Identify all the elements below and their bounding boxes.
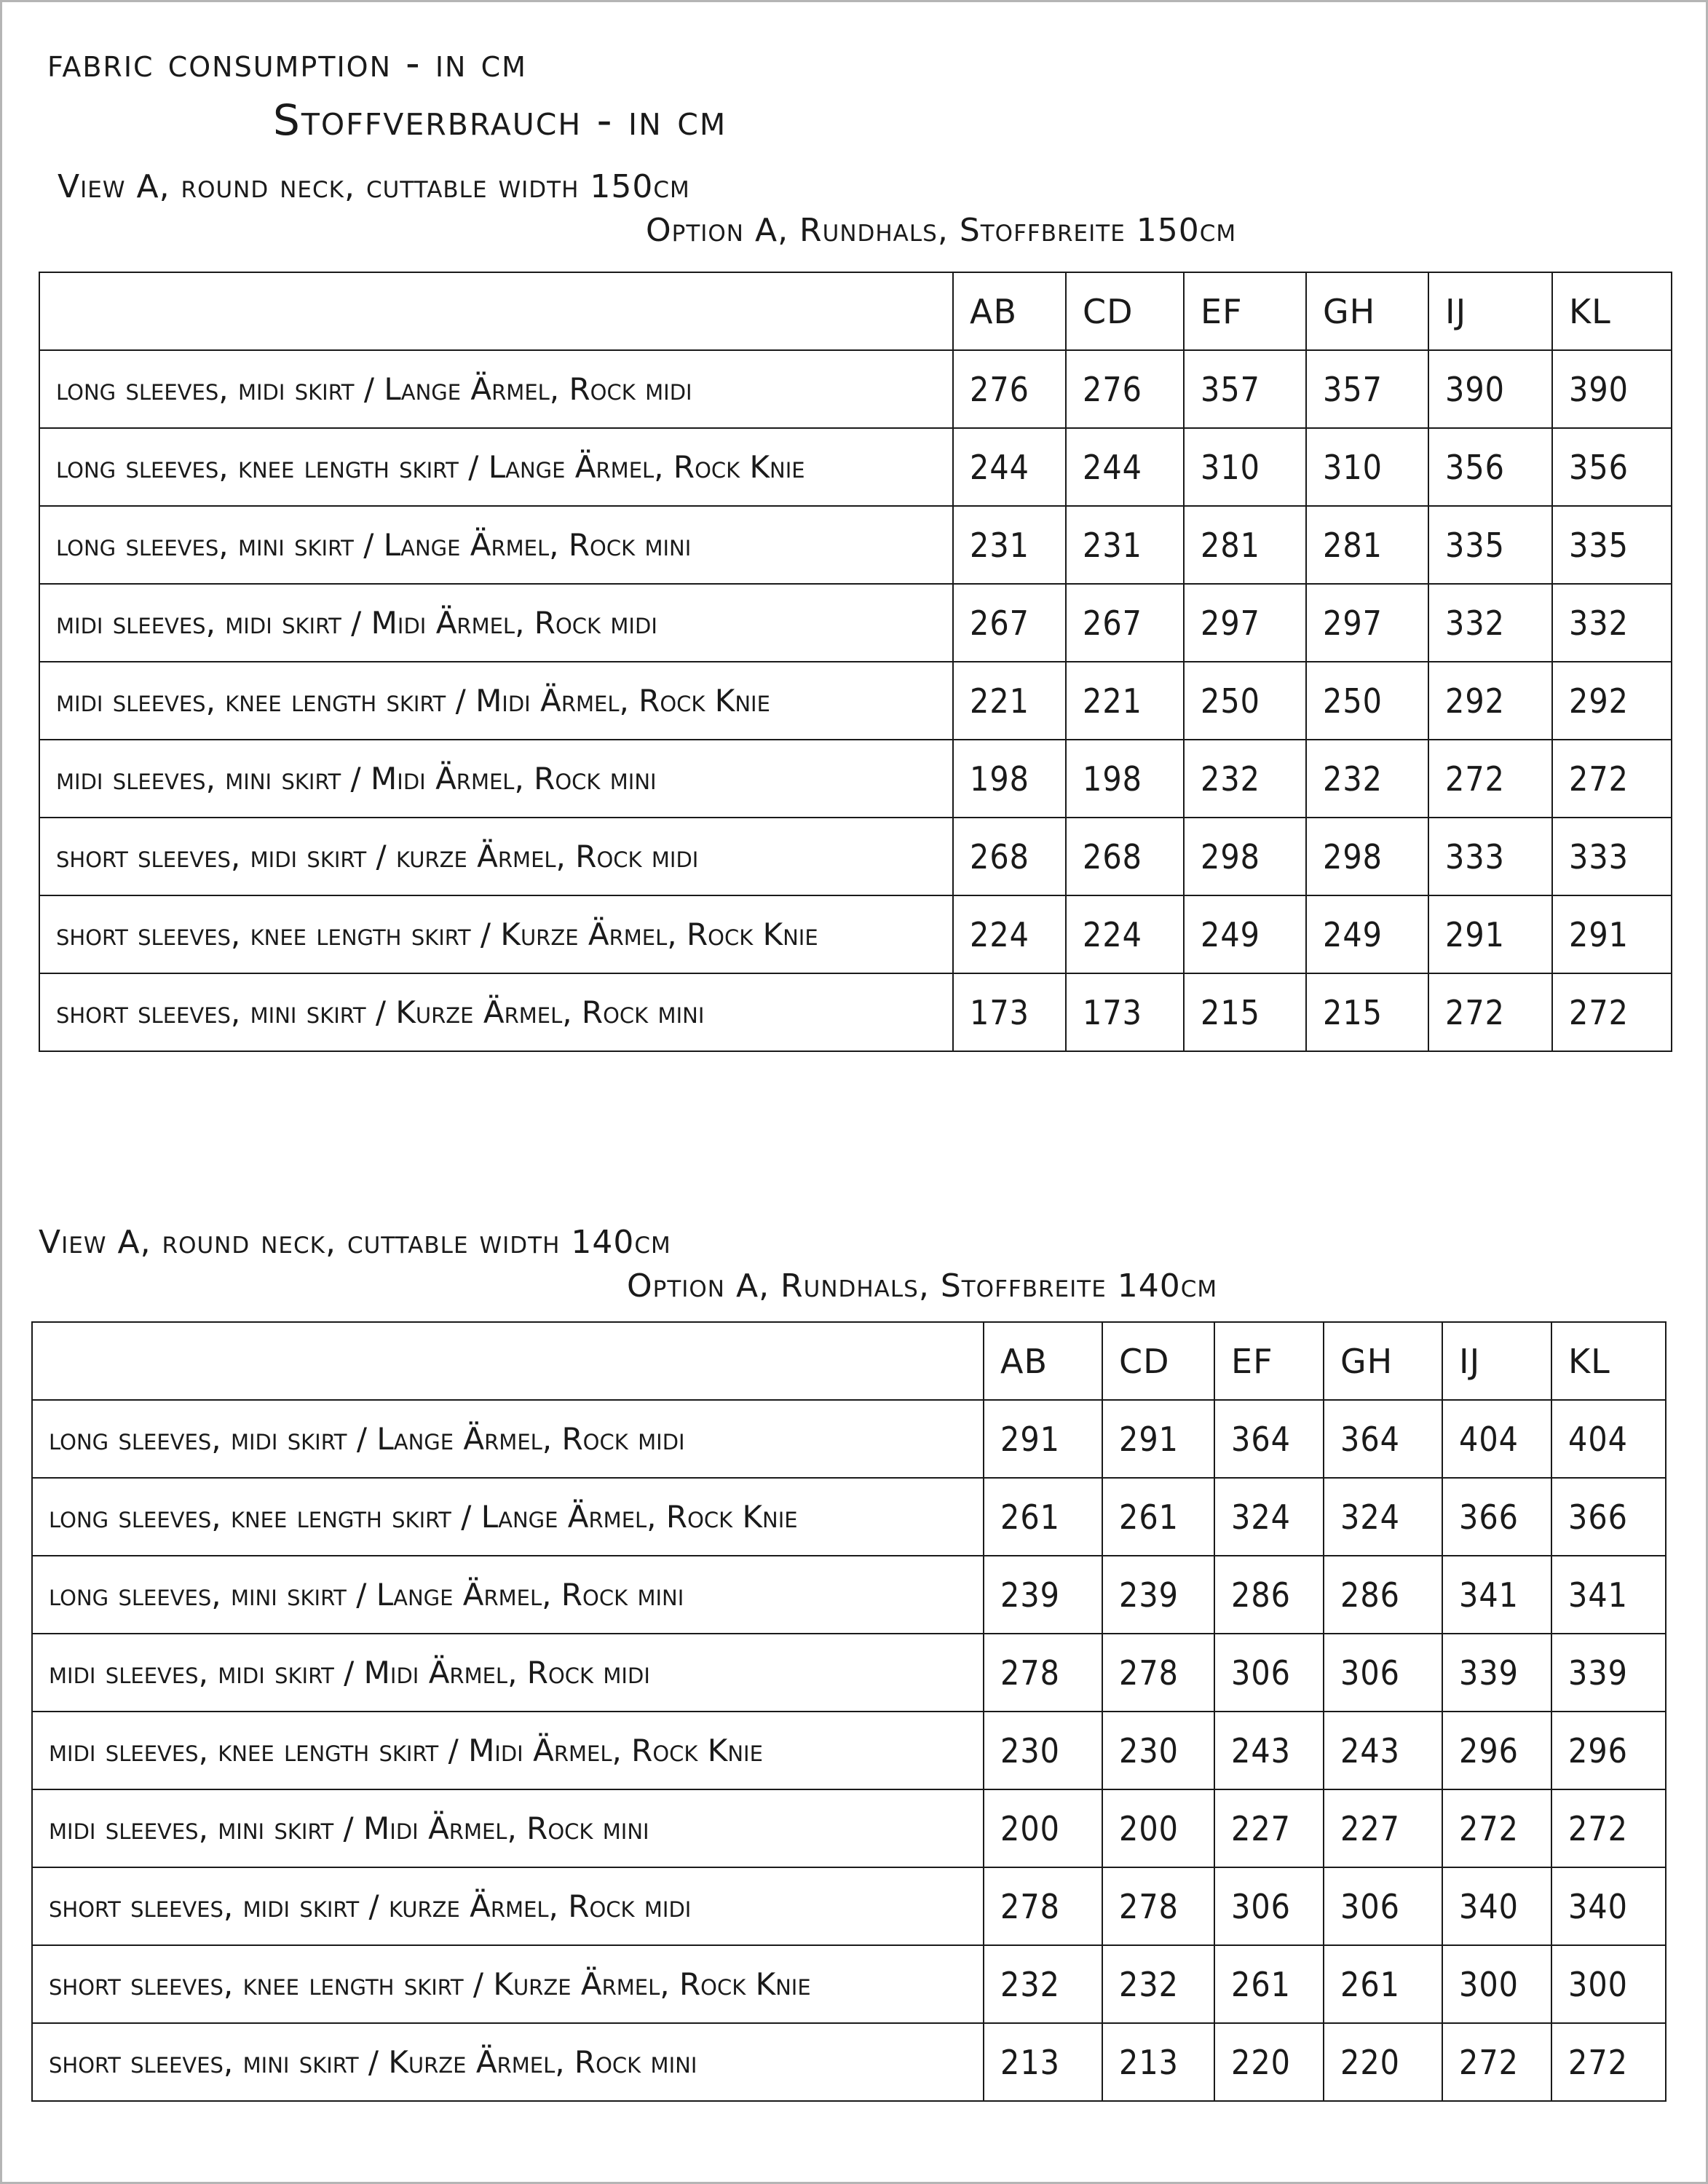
value-cell-ij: 340 — [1442, 1867, 1551, 1945]
table-row — [32, 1712, 1666, 1789]
value-cell-gh: 306 — [1324, 1634, 1442, 1712]
value-cell-cd: 198 — [1066, 740, 1184, 818]
value-cell-cd: 230 — [1102, 1712, 1214, 1789]
value-cell-gh: 250 — [1306, 662, 1428, 740]
value-cell-ab: 261 — [984, 1478, 1102, 1556]
value-cell-ij: 300 — [1442, 1945, 1551, 2023]
value-cell-ab: 200 — [984, 1789, 1102, 1867]
size-header-cd: CD — [1102, 1322, 1214, 1400]
value-cell-kl: 272 — [1552, 740, 1672, 818]
row-label: midi sleeves, knee length skirt / Midi Ärmel, Rock Knie — [32, 1712, 984, 1789]
value-cell-ef: 306 — [1214, 1867, 1324, 1945]
value-cell-kl: 339 — [1551, 1634, 1666, 1712]
value-cell-gh: 364 — [1324, 1400, 1442, 1478]
value-cell-ab: 268 — [953, 818, 1066, 895]
row-label: long sleeves, mini skirt / Lange Ärmel, Rock mini — [39, 506, 953, 584]
table-row — [32, 1556, 1666, 1634]
size-header-ij: IJ — [1442, 1322, 1551, 1400]
value-cell-ef: 298 — [1184, 818, 1306, 895]
row-label: short sleeves, midi skirt / kurze Ärmel, Rock midi — [32, 1867, 984, 1945]
table-row — [32, 1400, 1666, 1478]
table2-subtitle-german: Option A, Rundhals, Stoffbreite 140cm — [627, 1267, 1218, 1305]
value-cell-kl: 340 — [1551, 1867, 1666, 1945]
value-cell-ef: 243 — [1214, 1712, 1324, 1789]
size-header-gh: GH — [1324, 1322, 1442, 1400]
value-cell-cd: 261 — [1102, 1478, 1214, 1556]
value-cell-ij: 339 — [1442, 1634, 1551, 1712]
value-cell-cd: 267 — [1066, 584, 1184, 662]
value-cell-ij: 292 — [1428, 662, 1552, 740]
table-row — [32, 1945, 1666, 2023]
value-cell-cd: 268 — [1066, 818, 1184, 895]
row-label: short sleeves, mini skirt / Kurze Ärmel, Rock mini — [32, 2023, 984, 2101]
value-cell-ab: 276 — [953, 350, 1066, 428]
value-cell-ij: 333 — [1428, 818, 1552, 895]
fabric-table-150cm — [39, 272, 1672, 1052]
row-label: midi sleeves, mini skirt / Midi Ärmel, Rock mini — [39, 740, 953, 818]
size-header-ef: EF — [1184, 272, 1306, 350]
value-cell-ef: 232 — [1184, 740, 1306, 818]
table-row — [39, 973, 1672, 1051]
value-cell-ab: 291 — [984, 1400, 1102, 1478]
value-cell-ef: 310 — [1184, 428, 1306, 506]
size-header-kl: KL — [1552, 272, 1672, 350]
value-cell-ef: 286 — [1214, 1556, 1324, 1634]
row-label: short sleeves, knee length skirt / Kurze Ärmel, Rock Knie — [32, 1945, 984, 2023]
value-cell-ab: 224 — [953, 895, 1066, 973]
size-header-ab: AB — [953, 272, 1066, 350]
table2-subtitle-english: View A, round neck, cuttable width 140cm — [39, 1224, 671, 1261]
value-cell-ab: 231 — [953, 506, 1066, 584]
row-label: long sleeves, mini skirt / Lange Ärmel, Rock mini — [32, 1556, 984, 1634]
value-cell-kl: 272 — [1552, 973, 1672, 1051]
value-cell-kl: 291 — [1552, 895, 1672, 973]
value-cell-ij: 272 — [1428, 740, 1552, 818]
value-cell-ef: 261 — [1214, 1945, 1324, 2023]
value-cell-cd: 221 — [1066, 662, 1184, 740]
row-label: midi sleeves, knee length skirt / Midi Ärmel, Rock Knie — [39, 662, 953, 740]
value-cell-gh: 297 — [1306, 584, 1428, 662]
value-cell-ef: 364 — [1214, 1400, 1324, 1478]
value-cell-gh: 298 — [1306, 818, 1428, 895]
value-cell-cd: 200 — [1102, 1789, 1214, 1867]
value-cell-cd: 278 — [1102, 1634, 1214, 1712]
value-cell-ef: 357 — [1184, 350, 1306, 428]
value-cell-gh: 324 — [1324, 1478, 1442, 1556]
value-cell-ef: 324 — [1214, 1478, 1324, 1556]
value-cell-ef: 227 — [1214, 1789, 1324, 1867]
value-cell-gh: 232 — [1306, 740, 1428, 818]
value-cell-gh: 357 — [1306, 350, 1428, 428]
table1-subtitle-german: Option A, Rundhals, Stoffbreite 150cm — [646, 212, 1237, 249]
value-cell-ij: 296 — [1442, 1712, 1551, 1789]
value-cell-ij: 404 — [1442, 1400, 1551, 1478]
value-cell-ef: 306 — [1214, 1634, 1324, 1712]
size-header-gh: GH — [1306, 272, 1428, 350]
value-cell-ab: 198 — [953, 740, 1066, 818]
row-label: long sleeves, midi skirt / Lange Ärmel, Rock midi — [32, 1400, 984, 1478]
value-cell-gh: 286 — [1324, 1556, 1442, 1634]
value-cell-kl: 272 — [1551, 1789, 1666, 1867]
value-cell-ij: 390 — [1428, 350, 1552, 428]
value-cell-kl: 341 — [1551, 1556, 1666, 1634]
value-cell-gh: 261 — [1324, 1945, 1442, 2023]
value-cell-gh: 281 — [1306, 506, 1428, 584]
row-label: short sleeves, knee length skirt / Kurze Ärmel, Rock Knie — [39, 895, 953, 973]
row-label: short sleeves, midi skirt / kurze Ärmel, Rock midi — [39, 818, 953, 895]
value-cell-ij: 356 — [1428, 428, 1552, 506]
title-english: fabric consumption - in cm — [47, 40, 527, 86]
table-row — [32, 1867, 1666, 1945]
size-header-ef: EF — [1214, 1322, 1324, 1400]
table-row — [39, 584, 1672, 662]
table-row — [32, 1634, 1666, 1712]
row-label: long sleeves, knee length skirt / Lange Ärmel, Rock Knie — [32, 1478, 984, 1556]
value-cell-cd: 173 — [1066, 973, 1184, 1051]
row-label: midi sleeves, midi skirt / Midi Ärmel, Rock midi — [32, 1634, 984, 1712]
value-cell-ab: 267 — [953, 584, 1066, 662]
value-cell-gh: 306 — [1324, 1867, 1442, 1945]
value-cell-ab: 230 — [984, 1712, 1102, 1789]
value-cell-ef: 249 — [1184, 895, 1306, 973]
size-header-ab: AB — [984, 1322, 1102, 1400]
table1-subtitle-english: View A, round neck, cuttable width 150cm — [58, 168, 690, 205]
value-cell-kl: 366 — [1551, 1478, 1666, 1556]
value-cell-kl: 292 — [1552, 662, 1672, 740]
value-cell-ij: 272 — [1442, 2023, 1551, 2101]
value-cell-ij: 335 — [1428, 506, 1552, 584]
value-cell-gh: 227 — [1324, 1789, 1442, 1867]
table-row — [39, 506, 1672, 584]
row-label: long sleeves, knee length skirt / Lange Ärmel, Rock Knie — [39, 428, 953, 506]
value-cell-cd: 276 — [1066, 350, 1184, 428]
value-cell-kl: 335 — [1552, 506, 1672, 584]
value-cell-cd: 244 — [1066, 428, 1184, 506]
size-header-ij: IJ — [1428, 272, 1552, 350]
header-corner-cell — [32, 1322, 984, 1400]
value-cell-cd: 291 — [1102, 1400, 1214, 1478]
table-row — [39, 740, 1672, 818]
table-row — [39, 428, 1672, 506]
value-cell-kl: 390 — [1552, 350, 1672, 428]
value-cell-ij: 272 — [1442, 1789, 1551, 1867]
value-cell-ef: 215 — [1184, 973, 1306, 1051]
value-cell-ef: 297 — [1184, 584, 1306, 662]
value-cell-kl: 332 — [1552, 584, 1672, 662]
value-cell-ij: 366 — [1442, 1478, 1551, 1556]
row-label: midi sleeves, midi skirt / Midi Ärmel, Rock midi — [39, 584, 953, 662]
table-row — [39, 895, 1672, 973]
value-cell-kl: 296 — [1551, 1712, 1666, 1789]
table-row — [39, 818, 1672, 895]
value-cell-ab: 239 — [984, 1556, 1102, 1634]
fabric-table-140cm — [31, 1321, 1667, 2102]
value-cell-ij: 291 — [1428, 895, 1552, 973]
value-cell-ef: 281 — [1184, 506, 1306, 584]
value-cell-ab: 278 — [984, 1867, 1102, 1945]
value-cell-ab: 278 — [984, 1634, 1102, 1712]
header-corner-cell — [39, 272, 953, 350]
value-cell-kl: 333 — [1552, 818, 1672, 895]
size-header-cd: CD — [1066, 272, 1184, 350]
value-cell-cd: 231 — [1066, 506, 1184, 584]
value-cell-ab: 232 — [984, 1945, 1102, 2023]
row-label: short sleeves, mini skirt / Kurze Ärmel, Rock mini — [39, 973, 953, 1051]
value-cell-ij: 332 — [1428, 584, 1552, 662]
value-cell-cd: 278 — [1102, 1867, 1214, 1945]
value-cell-kl: 356 — [1552, 428, 1672, 506]
header-row — [39, 272, 1672, 350]
title-german: Stoffverbrauch - in cm — [273, 95, 727, 145]
value-cell-cd: 224 — [1066, 895, 1184, 973]
value-cell-ef: 250 — [1184, 662, 1306, 740]
table-row — [39, 662, 1672, 740]
table-row — [32, 1478, 1666, 1556]
value-cell-gh: 310 — [1306, 428, 1428, 506]
value-cell-kl: 272 — [1551, 2023, 1666, 2101]
value-cell-gh: 243 — [1324, 1712, 1442, 1789]
value-cell-cd: 232 — [1102, 1945, 1214, 2023]
table-row — [39, 350, 1672, 428]
table-row — [32, 2023, 1666, 2101]
value-cell-kl: 404 — [1551, 1400, 1666, 1478]
value-cell-gh: 249 — [1306, 895, 1428, 973]
value-cell-cd: 239 — [1102, 1556, 1214, 1634]
row-label: midi sleeves, mini skirt / Midi Ärmel, Rock mini — [32, 1789, 984, 1867]
table-row — [32, 1789, 1666, 1867]
value-cell-ab: 244 — [953, 428, 1066, 506]
value-cell-ab: 221 — [953, 662, 1066, 740]
value-cell-gh: 215 — [1306, 973, 1428, 1051]
value-cell-ef: 220 — [1214, 2023, 1324, 2101]
value-cell-ij: 341 — [1442, 1556, 1551, 1634]
row-label: long sleeves, midi skirt / Lange Ärmel, Rock midi — [39, 350, 953, 428]
value-cell-cd: 213 — [1102, 2023, 1214, 2101]
value-cell-ij: 272 — [1428, 973, 1552, 1051]
header-row — [32, 1322, 1666, 1400]
value-cell-ab: 173 — [953, 973, 1066, 1051]
value-cell-gh: 220 — [1324, 2023, 1442, 2101]
value-cell-ab: 213 — [984, 2023, 1102, 2101]
size-header-kl: KL — [1551, 1322, 1666, 1400]
value-cell-kl: 300 — [1551, 1945, 1666, 2023]
